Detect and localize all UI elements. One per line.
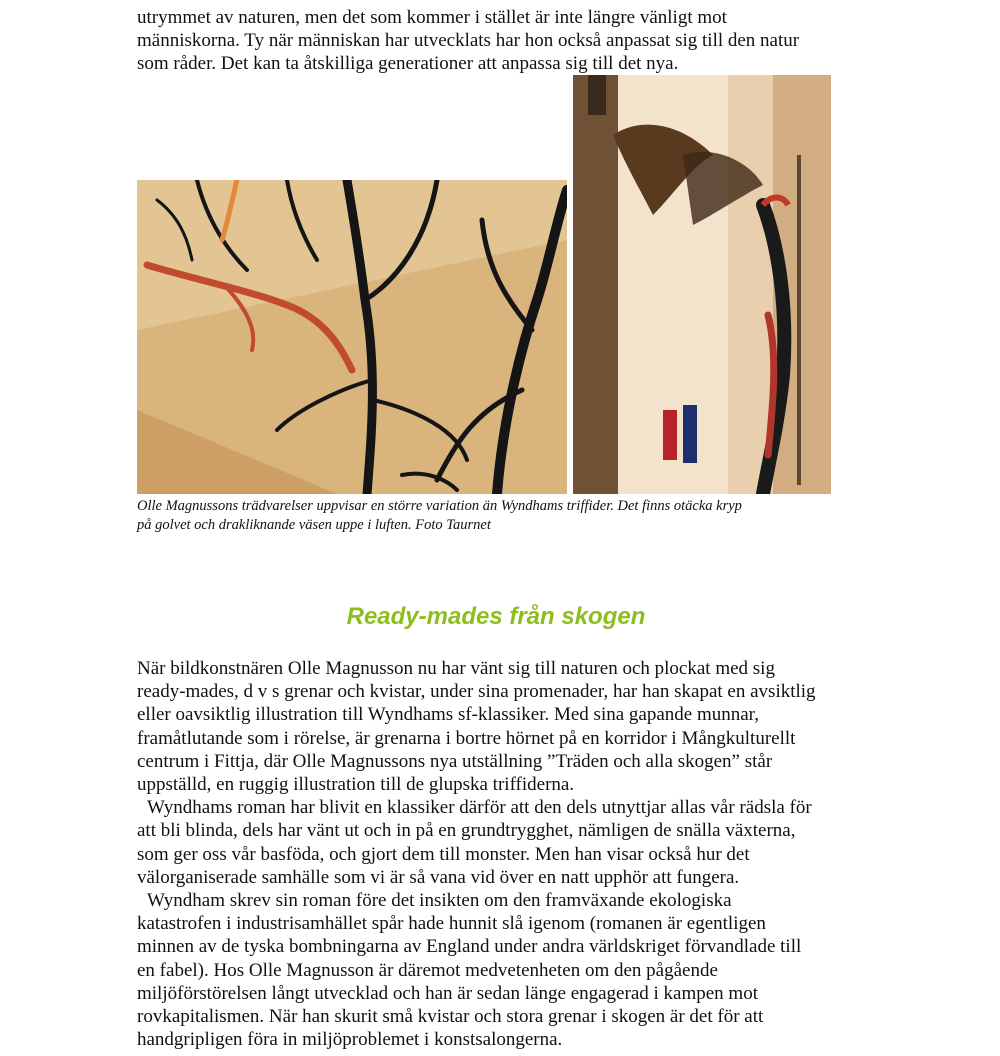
caption-line: Olle Magnussons trädvarelser uppvisar en större variation än Wyndhams triffider. Det finns otäcka kryp — [137, 498, 742, 514]
body-line: handgripligen föra in miljöproblemet i konstsalongerna. — [137, 1029, 563, 1051]
body-line: När bildkonstnären Olle Magnusson nu har vänt sig till naturen och plockat med sig — [137, 658, 775, 679]
body-line: framåtlutande som i rörelse, är grenarna i bortre hörnet på en korridor i Mångkulturellt — [137, 727, 796, 749]
intro-paragraph — [137, 6, 837, 75]
body-line: uppställd, en ruggig illustration till de glupska triffiderna. — [137, 774, 575, 796]
body-line: eller oavsiktlig illustration till Wyndhams sf-klassiker. Med sina gapande munnar, — [137, 704, 759, 726]
body-line: katastrofen i industrisamhället spår hade hunnit slå igenom (romanen är egentligen — [137, 913, 766, 935]
body-line: centrum i Fittja, där Olle Magnussons nya utställning ”Träden och alla skogen” står — [137, 750, 773, 772]
photo-branches-floor — [137, 180, 567, 494]
body-line: Wyndhams roman har blivit en klassiker därför att den dels utnyttjar allas vår rädsla för — [147, 797, 812, 819]
photo-caption — [137, 497, 857, 535]
section-heading: Ready-mades från skogen — [346, 603, 646, 630]
body-line: att bli blinda, dels har vänt ut och in på en grundtrygghet, nämligen de snälla växterna, — [137, 820, 796, 842]
photo-corridor-sculptures — [573, 75, 831, 494]
body-line: miljöförstörelsen långt utvecklad och han är sedan länge engagerad i kampen mot — [137, 982, 758, 1004]
body-line: välorganiserade samhälle som vi är så vana vid över en natt upphör att fungera. — [137, 866, 740, 888]
body-text — [137, 657, 847, 1051]
body-line: ready-mades, d v s grenar och kvistar, under sina promenader, har han skapat en avsiktlig — [137, 681, 816, 703]
intro-line: som råder. Det kan ta åtskilliga generationer att anpassa sig till det nya. — [137, 53, 679, 74]
caption-line: på golvet och drakliknande väsen uppe i luften. Foto Taurnet — [137, 517, 491, 533]
photo-pair — [137, 75, 831, 495]
body-line: som ger oss vår basföda, och gjort dem till monster. Men han visar också hur det — [137, 843, 750, 865]
body-line: en fabel). Hos Olle Magnusson är däremot medvetenheten om den pågående — [137, 959, 718, 981]
body-line: Wyndham skrev sin roman före det insikten om den framväxande ekologiska — [147, 890, 732, 912]
intro-line: utrymmet av naturen, men det som kommer i stället är inte längre vänligt mot — [137, 7, 727, 28]
body-line: rovkapitalismen. När han skurit små kvistar och stora grenar i skogen är det för att — [137, 1006, 764, 1028]
body-line: minnen av de tyska bombningarna av England under andra världskriget förvandlade till — [137, 936, 802, 958]
intro-line: människorna. Ty när människan har utvecklats har hon också anpassat sig till den natur — [137, 30, 800, 51]
